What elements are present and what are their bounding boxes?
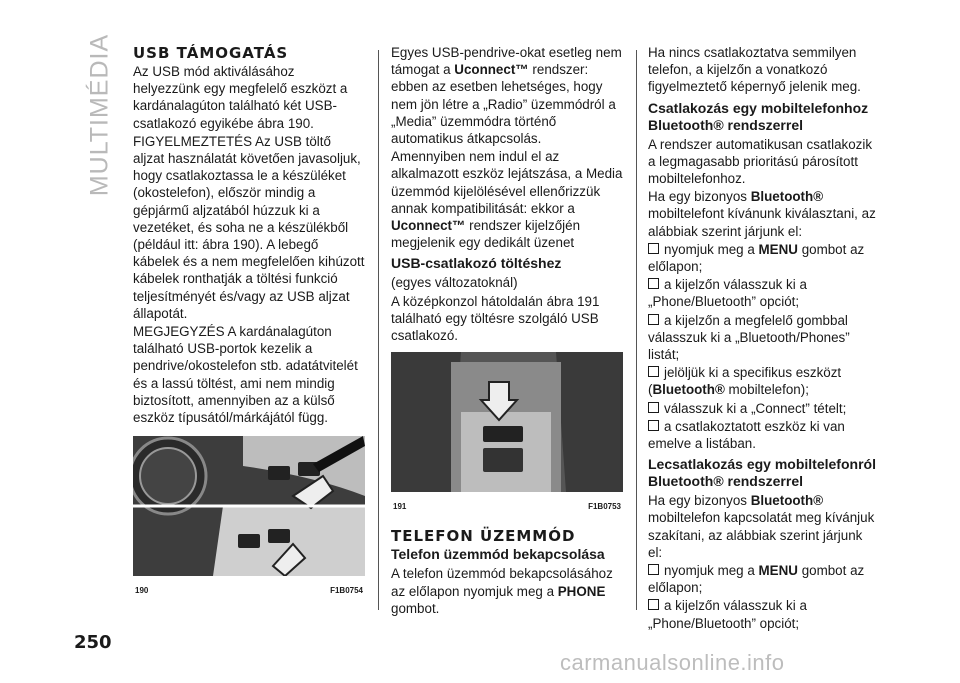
checkbox-bullet-icon (648, 278, 659, 289)
connect-step-5: válasszuk ki a „Connect” tételt; (648, 400, 880, 417)
bt-connect-heading: Csatlakozás egy mobiltelefonhoz Bluetooth® rendszerrel (648, 99, 869, 133)
column-divider-1 (378, 50, 379, 610)
phone-activation-heading: Telefon üzemmód bekapcsolása (391, 546, 605, 563)
disconnect-step-1: nyomjuk meg a MENU gombot az előlapon; (648, 563, 865, 596)
bluetooth-brand: Bluetooth® (750, 189, 824, 205)
section-label: MULTIMÉDIA (85, 33, 114, 197)
menu-button-label-2: MENU (758, 563, 798, 579)
usb-paragraph-1: Az USB mód aktiválásához helyezzünk egy megfelelő eszközt a kardánalagúton található két USB-csatlakozó egyikébe ábra 190. (133, 64, 348, 131)
bt-disconnect-heading: Lecsatlakozás egy mobiltelefonról Bluetooth® rendszerrel (648, 456, 876, 490)
console-usb-illustration (391, 352, 623, 492)
connect-step-3: a kijelzőn a megfelelő gombbal válasszuk ki a „Bluetooth/Phones” listát; (648, 312, 850, 363)
watermark: carmanualsonline.info (560, 650, 785, 675)
column-3 (648, 44, 880, 633)
menu-button-label: MENU (758, 241, 798, 257)
disconnect-step-2: a kijelzőn válasszuk ki a „Phone/Bluetooth” opciót; (648, 598, 807, 631)
checkbox-bullet-icon (648, 564, 659, 575)
phone-mode-heading: TELEFON ÜZEMMÓD (391, 527, 576, 546)
bluetooth-brand-3: Bluetooth® (750, 493, 824, 509)
checkbox-bullet-icon (648, 243, 659, 254)
uconnect-paragraph: Egyes USB-pendrive-okat esetleg nem támogat a Uconnect™ rendszer: ebben az esetben lehetséges, hogy nem jön létre a „Radio” üzemmódról a „Media” üzemmódra történő automatikus átkapcsolás. (391, 45, 622, 147)
figure-191-number: 191 (393, 502, 407, 512)
checkbox-bullet-icon (648, 420, 659, 431)
connect-step-4: jelöljük ki a specifikus eszközt (Bluetooth® mobiltelefon); (648, 365, 842, 398)
checkbox-bullet-icon (648, 402, 659, 413)
figure-190-code: F1B0754 (330, 586, 363, 596)
column-divider-2 (636, 50, 637, 610)
figure-191 (391, 352, 623, 515)
connect-step-6: a csatlakoztatott eszköz ki van emelve a listában. (648, 418, 845, 452)
uconnect-brand-2: Uconnect™ (391, 218, 466, 234)
media-paragraph: Amennyiben nem indul el az alkalmazott eszköz lejátszása, a Media üzemmód kijelölésével ellenőrizzük annak kompatibilitását: ekkor a Uconnect™ rendszer kijelzőjén megjelenik egy dedikált üzenet (391, 149, 623, 251)
checkbox-bullet-icon (648, 366, 659, 377)
bt-disconnect-paragraph: Ha egy bizonyos Bluetooth® mobiltelefon kapcsolatát meg kívánjuk szakítani, az alábbiak szerint járjunk el: (648, 493, 875, 560)
bluetooth-brand-2: Bluetooth® (652, 382, 725, 398)
usb-note: MEGJEGYZÉS A kardánalagúton található USB-portok kezelik a pendrive/okostelefon stb. adatátvitelét és a lassú töltést, ami nem mindig biztosított, amennyiben az a külső eszköz típusától/márkájától függ. (133, 324, 358, 426)
bt-auto-paragraph: A rendszer automatikusan csatlakozik a legmagasabb prioritású párosított mobiltelefonhoz. (648, 136, 873, 187)
usb-heading: USB TÁMOGATÁS (133, 44, 289, 62)
charge-variant-note: (egyes változatoknál) (391, 275, 518, 291)
phone-button-label: PHONE (557, 583, 606, 599)
charge-heading: USB-csatlakozó töltéshez (391, 255, 562, 272)
section-sidebar-label (85, 33, 114, 197)
figure-190 (133, 436, 365, 599)
column-1 (133, 44, 365, 599)
column-2 (391, 44, 623, 618)
checkbox-bullet-icon (648, 314, 659, 325)
charge-paragraph: A középkonzol hátoldalán ábra 191 található egy töltésre szolgáló USB csatlakozó. (391, 293, 600, 344)
no-phone-paragraph: Ha nincs csatlakoztatva semmilyen telefon, a kijelzőn a vonatkozó figyelmeztető képernyő jelenik meg. (648, 45, 861, 95)
phone-activation-paragraph: A telefon üzemmód bekapcsolásához az előlapon nyomjuk meg a PHONE gombot. (391, 566, 613, 616)
figure-190-image (133, 436, 365, 576)
figure-190-number: 190 (135, 586, 149, 596)
usb-ports-illustration (133, 436, 365, 576)
figure-191-image (391, 352, 623, 492)
connect-step-1: nyomjuk meg a MENU gombot az előlapon; (648, 241, 865, 275)
figure-191-code: F1B0753 (588, 502, 621, 512)
bt-select-paragraph: Ha egy bizonyos Bluetooth® mobiltelefont kívánunk kiválasztani, az alábbiak szerint járjunk el: (648, 189, 876, 239)
usb-warning: FIGYELMEZTETÉS Az USB töltő aljzat használatát követően javasoljuk, hogy csatlakoztassa le a készüléket (okostelefon), először mindig a gépjármű aljzatából húzzuk ki a vezetéket, és soha ne a készülékből (például itt: ábra 190). A lebegő kábelek és a nem megfelelően kihúzott kábelek ronthatják a töltési funkció teljesítményét és/vagy az USB aljzat állapotát. (133, 133, 365, 321)
uconnect-brand: Uconnect™ (454, 62, 529, 78)
checkbox-bullet-icon (648, 599, 659, 610)
page-number: 250 (74, 632, 112, 653)
connect-step-2: a kijelzőn válasszuk ki a „Phone/Bluetooth” opciót; (648, 277, 807, 310)
